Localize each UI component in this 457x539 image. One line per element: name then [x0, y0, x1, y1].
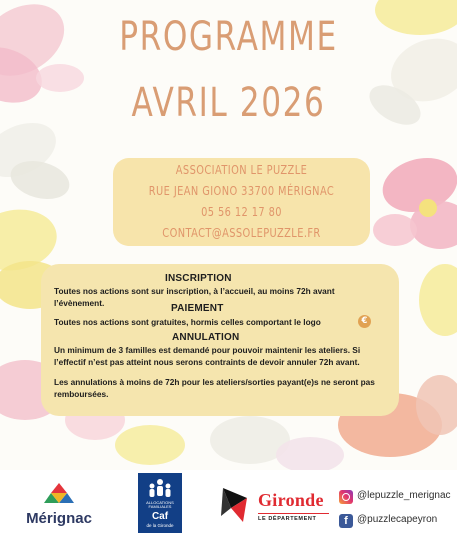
merignac-emblem-icon: [40, 483, 78, 507]
caf-line-1: ALLOCATIONS: [146, 500, 174, 505]
page-subtitle: AVRIL 2026: [131, 80, 326, 126]
inscription-text: Toutes nos actions sont sur inscription, à l’accueil, au moins 72h avant l’évènement.: [54, 286, 335, 308]
inscription-title: INSCRIPTION: [165, 273, 232, 284]
paiement-text: Toutes nos actions sont gratuites, hormis celles comportant le logo: [54, 317, 321, 327]
annulation-text-1: Un minimum de 3 familles est demandé pour pouvoir maintenir les ateliers. Si l’effectif n’est pas atteint nous serons contraints de devoir annuler 72h avant.: [54, 345, 361, 367]
association-box: [113, 158, 370, 246]
caf-region: de la Gironde: [146, 523, 174, 528]
association-address: RUE JEAN GIONO 33700 MÉRIGNAC: [148, 184, 335, 198]
gironde-logo: [217, 486, 332, 526]
association-email: CONTACT@ASSOLEPUZZLE.FR: [162, 226, 321, 240]
merignac-logo: [14, 480, 104, 530]
caf-logo: [138, 473, 182, 533]
association-phone: 05 56 12 17 80: [201, 205, 282, 219]
merignac-name: Mérignac: [26, 510, 92, 527]
facebook-icon: f: [339, 514, 353, 528]
facebook-text: @puzzlecapeyron: [357, 514, 438, 525]
association-name: ASSOCIATION LE PUZZLE: [175, 163, 308, 177]
caf-family-icon: [147, 477, 173, 501]
paiement-title: PAIEMENT: [171, 303, 224, 314]
gironde-subtitle: LE DÉPARTEMENT: [258, 513, 329, 522]
euro-coin-icon: €: [358, 315, 371, 328]
caf-line-2: FAMILIALES: [148, 504, 172, 509]
info-box: [41, 264, 399, 416]
instagram-icon: [339, 490, 353, 504]
annulation-text-2: Les annulations à moins de 72h pour les ateliers/sorties payant(e)s ne seront pas remboursées.: [54, 377, 375, 399]
partner-footer: [0, 470, 457, 539]
page-title: PROGRAMME: [119, 14, 338, 60]
annulation-title: ANNULATION: [172, 332, 240, 343]
gironde-name: Gironde: [258, 490, 324, 510]
caf-name: Caf: [151, 511, 169, 522]
instagram-text: @lepuzzle_merignac: [357, 490, 451, 501]
gironde-emblem-icon: [217, 486, 255, 526]
